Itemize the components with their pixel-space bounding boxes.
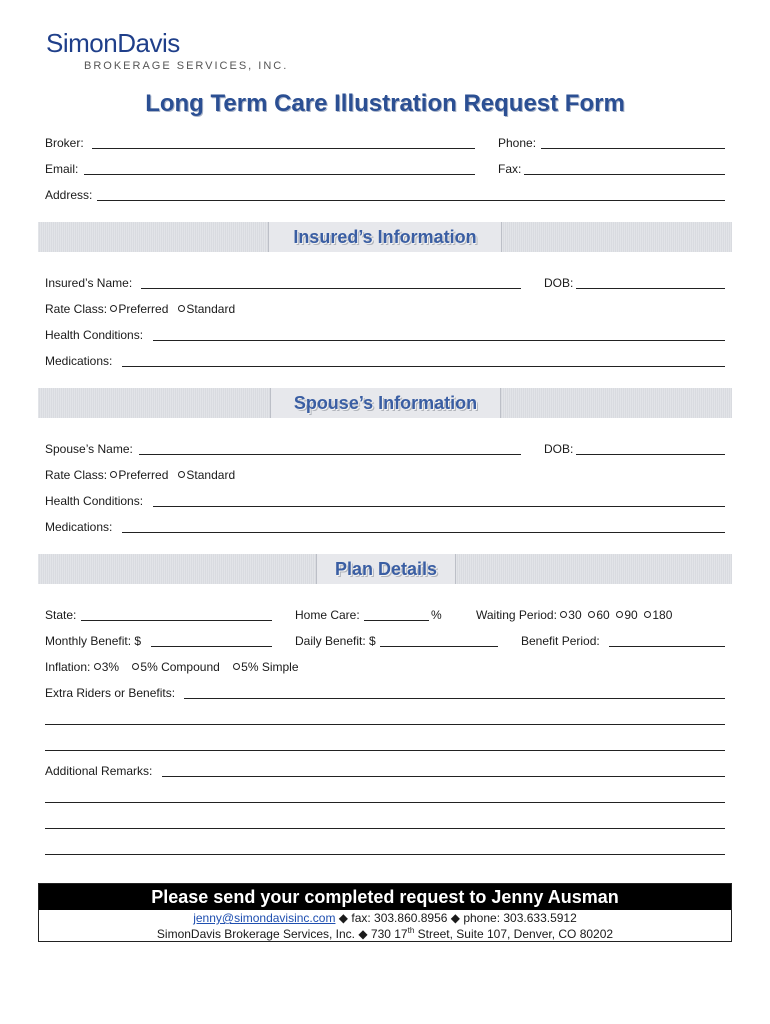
footer-address-sup: th [407,926,415,935]
insured-dob-label: DOB: [544,276,574,290]
logo-subtitle: BROKERAGE SERVICES, INC. [84,60,289,72]
insured-medications-field[interactable] [122,366,725,367]
plan-section-heading: Plan Details [316,554,456,584]
daily-benefit-label: Daily Benefit: $ [295,634,376,648]
address-field[interactable] [97,200,725,201]
inflation-5-compound-radio[interactable] [132,663,139,670]
benefit-period-label: Benefit Period: [521,634,600,648]
fax-field[interactable] [524,174,725,175]
inflation-3-label: 3% [101,660,120,674]
insured-preferred-radio[interactable] [110,305,117,312]
spouse-standard-label: Standard [186,468,236,482]
waiting-180-label: 180 [652,608,673,622]
waiting-30-radio[interactable] [560,611,567,618]
spouse-rate-class-label: Rate Class: [45,468,108,482]
riders-field-line-2[interactable] [45,724,725,725]
inflation-3-radio[interactable] [94,663,101,670]
remarks-field-line-1[interactable] [162,776,725,777]
waiting-60-label: 60 [596,608,610,622]
state-field[interactable] [81,620,272,621]
spouse-rate-class [45,468,235,482]
footer-address-end: Street, Suite 107, Denver, CO 80202 [414,927,614,941]
spouse-standard-radio[interactable] [178,471,185,478]
insured-medications-label: Medications: [45,354,113,368]
waiting-period-label: Waiting Period: [476,608,557,622]
page-title: Long Term Care Illustration Request Form [145,90,625,117]
footer-heading: Please send your completed request to Jenny Ausman [39,884,731,910]
waiting-90-label: 90 [624,608,638,622]
state-label: State: [45,608,77,622]
spouse-dob-label: DOB: [544,442,574,456]
monthly-benefit-field[interactable] [151,646,272,647]
monthly-benefit-label: Monthly Benefit: $ [45,634,142,648]
broker-label: Broker: [45,136,84,150]
insured-rate-class-label: Rate Class: [45,302,108,316]
insured-name-label: Insured’s Name: [45,276,133,290]
insured-section-heading: Insured’s Information [268,222,502,252]
spouse-section-band [38,388,732,418]
home-care-field[interactable] [364,620,429,621]
inflation-label: Inflation: [45,660,91,674]
daily-benefit-field[interactable] [380,646,498,647]
spouse-dob-field[interactable] [576,454,725,455]
spouse-name-label: Spouse’s Name: [45,442,133,456]
waiting-period [476,608,672,622]
insured-preferred-label: Preferred [118,302,169,316]
riders-field-line-1[interactable] [184,698,725,699]
insured-dob-field[interactable] [576,288,725,289]
inflation-5-compound-label: 5% Compound [140,660,220,674]
spouse-section-heading: Spouse’s Information [270,388,501,418]
insured-name-field[interactable] [141,288,521,289]
spouse-medications-label: Medications: [45,520,113,534]
contact-footer [38,883,732,942]
remarks-field-line-3[interactable] [45,828,725,829]
riders-label: Extra Riders or Benefits: [45,686,176,700]
plan-section-band [38,554,732,584]
phone-field[interactable] [541,148,725,149]
waiting-180-radio[interactable] [644,611,651,618]
spouse-preferred-radio[interactable] [110,471,117,478]
waiting-30-label: 30 [568,608,582,622]
insured-rate-class [45,302,235,316]
remarks-field-line-4[interactable] [45,854,725,855]
phone-label: Phone: [498,136,537,150]
waiting-90-radio[interactable] [616,611,623,618]
footer-address-start: SimonDavis Brokerage Services, Inc. ◆ 730 17 [156,927,408,941]
fax-label: Fax: [498,162,522,176]
footer-fax-phone: ◆ fax: 303.860.8956 ◆ phone: 303.633.5912 [338,911,577,925]
logo-name-simon: Simon [46,28,118,58]
insured-section-band [38,222,732,252]
email-field[interactable] [84,174,475,175]
inflation-5-simple-radio[interactable] [233,663,240,670]
company-logo [46,28,180,59]
spouse-preferred-label: Preferred [118,468,169,482]
broker-field[interactable] [92,148,475,149]
insured-standard-radio[interactable] [178,305,185,312]
footer-address-row [39,926,731,942]
home-care-percent: % [431,608,442,622]
benefit-period-field[interactable] [609,646,725,647]
remarks-label: Additional Remarks: [45,764,153,778]
home-care-label: Home Care: [295,608,360,622]
insured-standard-label: Standard [186,302,236,316]
spouse-health-field[interactable] [153,506,725,507]
footer-email-link[interactable]: jenny@simondavisinc.com [193,911,336,925]
inflation [45,660,299,674]
insured-health-field[interactable] [153,340,725,341]
footer-contact-row [39,910,731,926]
waiting-60-radio[interactable] [588,611,595,618]
address-label: Address: [45,188,93,202]
logo-name-davis: Davis [117,28,180,58]
inflation-5-simple-label: 5% Simple [241,660,299,674]
email-label: Email: [45,162,79,176]
spouse-medications-field[interactable] [122,532,725,533]
spouse-name-field[interactable] [139,454,521,455]
insured-health-label: Health Conditions: [45,328,144,342]
riders-field-line-3[interactable] [45,750,725,751]
spouse-health-label: Health Conditions: [45,494,144,508]
remarks-field-line-2[interactable] [45,802,725,803]
